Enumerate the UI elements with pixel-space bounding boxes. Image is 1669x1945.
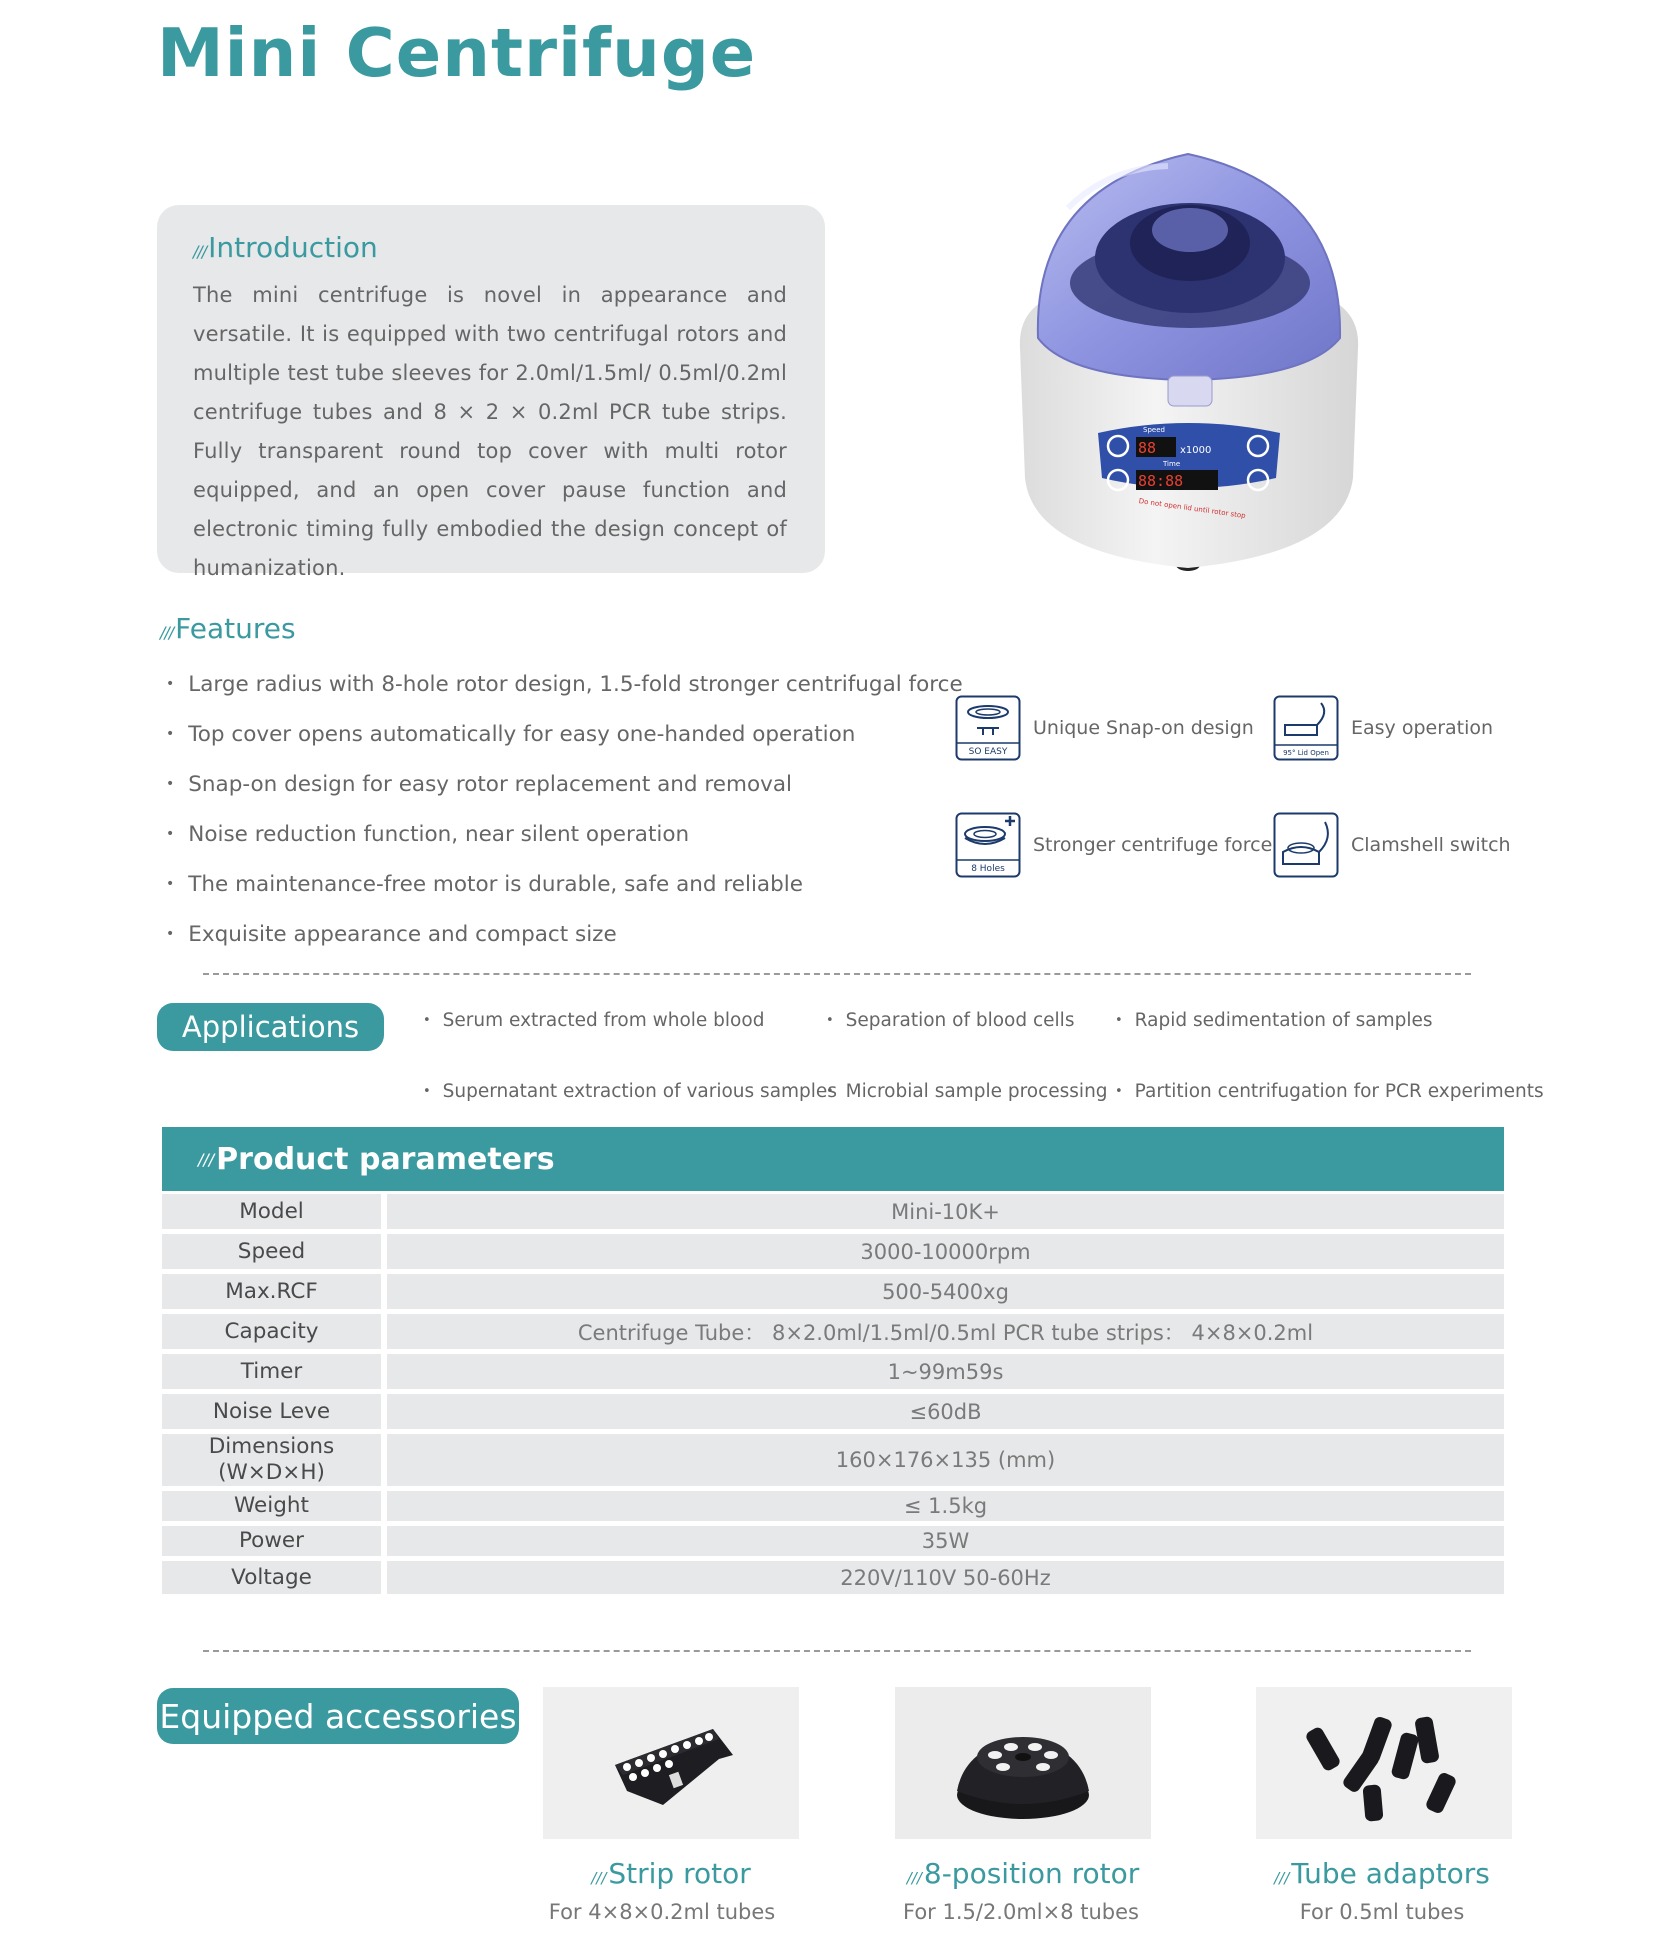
snap-on-badge: SO EASY	[968, 747, 1008, 757]
section-divider	[203, 973, 1471, 975]
features-heading: ///Features	[160, 612, 296, 645]
table-row	[162, 1394, 1504, 1429]
table-row	[162, 1274, 1504, 1309]
parameters-header: /// Product parameters	[162, 1127, 1504, 1191]
param-value: 3000-10000rpm	[387, 1234, 1504, 1269]
rotor-holes-badge: 8 Holes	[971, 864, 1005, 874]
application-item: • Rapid sedimentation of samples	[1115, 1010, 1433, 1031]
accessory-subtitle: For 1.5/2.0ml×8 tubes	[902, 1900, 1139, 1924]
accessory-title: ///Strip rotor	[591, 1857, 751, 1890]
feature-icon-easy-operation	[1273, 695, 1493, 761]
introduction-panel	[157, 205, 825, 580]
param-value: 160×176×135 (mm)	[387, 1434, 1504, 1486]
table-row	[162, 1194, 1504, 1229]
table-row	[162, 1561, 1504, 1594]
param-key: Model	[162, 1194, 381, 1229]
table-row	[162, 1526, 1504, 1556]
param-key: Power	[162, 1526, 381, 1556]
accessory-title: ///8-position rotor	[906, 1857, 1140, 1890]
table-row	[162, 1354, 1504, 1389]
section-divider	[203, 1650, 1471, 1652]
feature-icon-clamshell	[1273, 812, 1511, 878]
accessory-subtitle: For 4×8×0.2ml tubes	[548, 1900, 776, 1924]
param-key: Voltage	[162, 1561, 381, 1594]
introduction-heading-text: Introduction	[208, 231, 378, 264]
param-key: Timer	[162, 1354, 381, 1389]
accessory-image-8-position-rotor	[895, 1687, 1151, 1839]
application-item: • Microbial sample processing	[826, 1081, 1108, 1102]
param-key: Max.RCF	[162, 1274, 381, 1309]
introduction-text: The mini centrifuge is novel in appearance and versatile. It is equipped with two centrifugal rotors and multiple test tube sleeves for 2.0ml/1.5ml/ 0.5ml/0.2ml centrifuge tubes and 8 × 2 × 0.2ml PCR tube strips. Fully transparent round top cover with multi rotor equipped, and an open cover pause function and electronic timing fully embodied the design concept of humanization.	[193, 283, 787, 580]
application-item: • Separation of blood cells	[826, 1010, 1074, 1031]
feature-item: • The maintenance-free motor is durable, safe and reliable	[166, 868, 963, 918]
accessory-title-text: Tube adaptors	[1291, 1857, 1490, 1890]
page-title: Mini Centrifuge	[157, 14, 757, 92]
features-list	[166, 668, 963, 968]
accessory-title-text: 8-position rotor	[923, 1857, 1140, 1890]
table-row	[162, 1434, 1504, 1486]
accessory-image-tube-adaptors	[1256, 1687, 1512, 1839]
parameters-heading: Product parameters	[216, 1141, 555, 1177]
table-row	[162, 1314, 1504, 1349]
rotor-holes-icon	[955, 812, 1021, 878]
panel-speed-label: Speed	[1143, 426, 1165, 434]
lid-open-badge: 95° Lid Open	[1283, 749, 1329, 757]
tube-adaptors-icon	[1256, 1687, 1512, 1839]
8-position-rotor-icon	[895, 1687, 1151, 1839]
param-value: 220V/110V 50-60Hz	[387, 1561, 1504, 1594]
panel-speed-digits: 88	[1138, 439, 1157, 457]
snap-on-icon	[955, 695, 1021, 761]
param-key: Noise Leve	[162, 1394, 381, 1429]
panel-time-digits: 88:88	[1138, 472, 1184, 490]
panel-warning: Do not open lid until rotor stop	[1138, 497, 1247, 521]
feature-item: • Top cover opens automatically for easy one-handed operation	[166, 718, 963, 768]
param-value: ≤ 1.5kg	[387, 1491, 1504, 1521]
strip-rotor-icon	[543, 1687, 799, 1839]
feature-item: • Large radius with 8-hole rotor design, 1.5-fold stronger centrifugal force	[166, 668, 963, 718]
accessories-label: Equipped accessories	[157, 1688, 519, 1744]
feature-icon-label: Easy operation	[1351, 717, 1494, 739]
application-item: • Partition centrifugation for PCR experiments	[1115, 1081, 1544, 1102]
param-value: ≤60dB	[387, 1394, 1504, 1429]
feature-item: • Exquisite appearance and compact size	[166, 918, 963, 968]
table-row	[162, 1491, 1504, 1521]
clamshell-icon	[1273, 812, 1339, 878]
param-value: 1~99m59s	[387, 1354, 1504, 1389]
accessory-title-text: Strip rotor	[608, 1857, 751, 1890]
application-item: • Supernatant extraction of various samples	[423, 1081, 837, 1102]
panel-speed-unit: x1000	[1180, 445, 1212, 456]
feature-icon-stronger-force	[955, 812, 1272, 878]
param-key: Dimensions (W×D×H)	[162, 1434, 381, 1486]
features-heading-text: Features	[175, 612, 296, 645]
feature-item: • Noise reduction function, near silent operation	[166, 818, 963, 868]
param-value: Centrifuge Tube： 8×2.0ml/1.5ml/0.5ml PCR tube strips： 4×8×0.2ml	[387, 1314, 1504, 1349]
accessory-image-strip-rotor	[543, 1687, 799, 1839]
accessory-subtitle: For 0.5ml tubes	[1299, 1900, 1465, 1924]
centrifuge-product-image	[1008, 148, 1370, 578]
feature-icon-snap-on	[955, 695, 1254, 761]
application-item: • Serum extracted from whole blood	[423, 1010, 764, 1031]
feature-item: • Snap-on design for easy rotor replacement and removal	[166, 768, 963, 818]
applications-label: Applications	[157, 1003, 384, 1051]
lid-open-icon	[1273, 695, 1339, 761]
feature-icon-label: Stronger centrifuge force	[1033, 834, 1273, 856]
parameters-table	[162, 1194, 1504, 1599]
feature-icon-label: Unique Snap-on design	[1033, 717, 1254, 739]
param-value: 35W	[387, 1526, 1504, 1556]
param-value: 500-5400xg	[387, 1274, 1504, 1309]
param-value: Mini-10K+	[387, 1194, 1504, 1229]
accessory-title: ///Tube adaptors	[1274, 1857, 1490, 1890]
feature-icon-label: Clamshell switch	[1351, 834, 1511, 856]
introduction-heading: ///Introduction	[193, 231, 378, 264]
param-key: Weight	[162, 1491, 381, 1521]
param-key: Capacity	[162, 1314, 381, 1349]
param-key: Speed	[162, 1234, 381, 1269]
panel-time-label: Time	[1163, 460, 1181, 468]
table-row	[162, 1234, 1504, 1269]
